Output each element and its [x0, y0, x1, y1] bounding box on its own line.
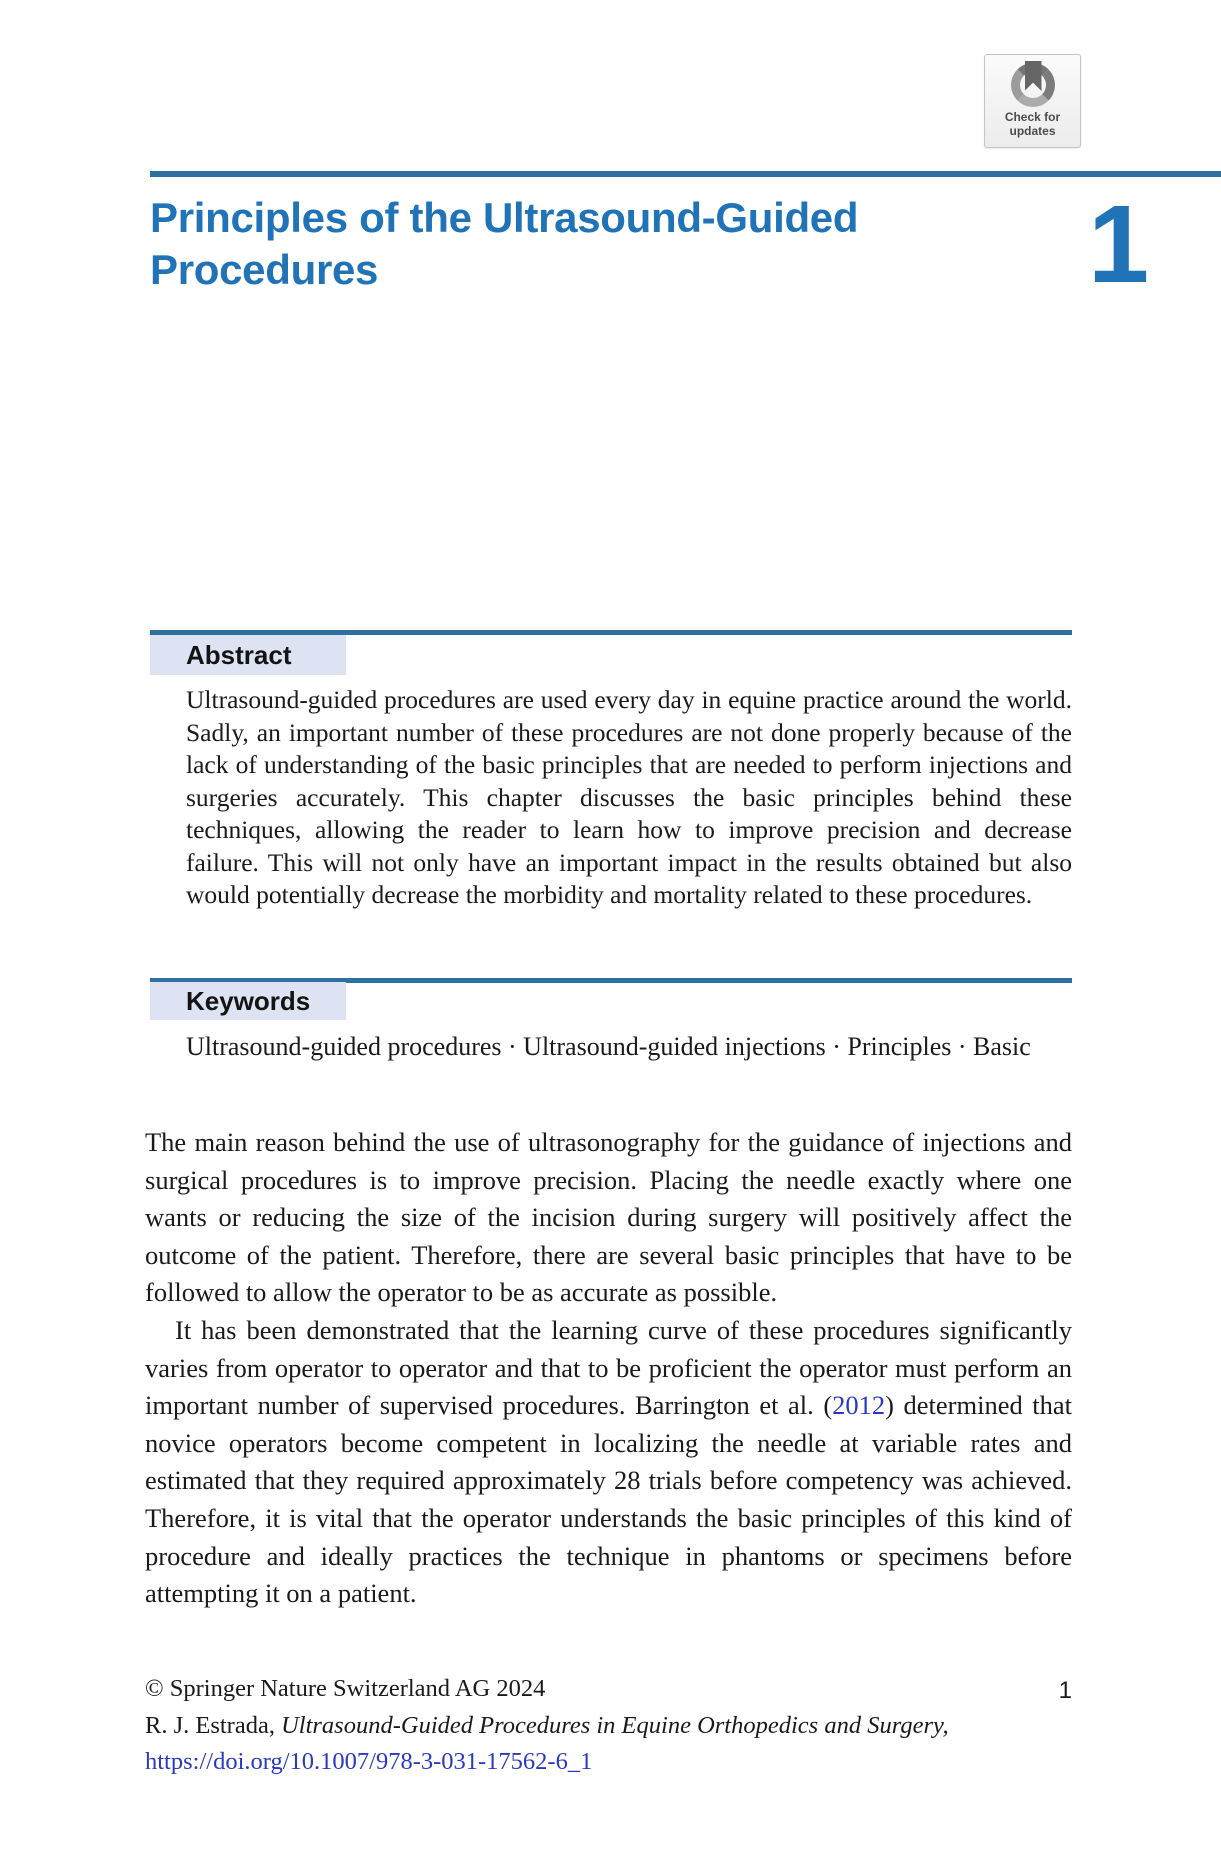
citation-line — [145, 1708, 1072, 1745]
check-for-updates-badge[interactable] — [984, 54, 1081, 148]
body-paragraph-2 — [145, 1312, 1072, 1613]
crossmark-icon — [1009, 61, 1057, 109]
citation-author: R. J. Estrada, — [145, 1711, 282, 1739]
keywords-text: Ultrasound-guided procedures · Ultrasound-guided injections · Principles · Basic — [186, 1032, 1031, 1061]
abstract-text: Ultrasound-guided procedures are used every day in equine practice around the world. Sadly, an important number of these procedures are not done properly because of the lack of understanding of the basic principles that are needed to perform injections and surgeries accurately. This chapter discusses the basic principles behind these techniques, allowing the reader to learn how to improve precision and decrease failure. This will not only have an important impact in the results obtained but also would potentially decrease the morbidity and mortality related to these procedures. — [186, 685, 1072, 909]
chapter-title-line1: Principles of the Ultrasound-Guided — [150, 194, 859, 241]
page-number: 1 — [1058, 1677, 1072, 1704]
keywords-heading: Keywords — [150, 982, 346, 1020]
paragraph-2-text-after-citation: ) determined that novice operators become competent in localizing the needle at variable rates and estimated that they required approximately 28 trials before competency was achieved. Therefore, it is vital that the operator understands the basic principles of this kind of procedure and ideally practices the technique in phantoms or specimens before attempting it on a patient. — [145, 1390, 1073, 1609]
page-footer — [145, 1671, 1072, 1781]
paragraph-2-text-before-citation: It has been demonstrated that the learning curve of these procedures significantly varies from operator to operator and that to be proficient the operator must perform an important number of supervised procedures. Barrington et al. ( — [145, 1314, 1072, 1421]
check-for-updates-label-line1: Check for — [1004, 110, 1061, 124]
abstract-heading: Abstract — [150, 635, 346, 675]
book-title-italic: Ultrasound-Guided Procedures in Equine Orthopedics and Surgery, — [281, 1711, 949, 1739]
body-paragraph-1: The main reason behind the use of ultrasonography for the guidance of injections and surgical procedures is to improve precision. Placing the needle exactly where one wants or reducing the size of the incision during surgery will positively affect the outcome of the patient. Therefore, there are several basic principles that have to be followed to allow the operator to be as accurate as possible. — [145, 1127, 1072, 1308]
title-rule — [150, 171, 1221, 177]
check-for-updates-label-line2: updates — [1009, 123, 1056, 138]
body-text — [145, 1124, 1072, 1613]
doi-link[interactable]: https://doi.org/10.1007/978-3-031-17562-6_1 — [145, 1748, 593, 1775]
chapter-title-line2: Procedures — [150, 246, 379, 293]
copyright-line: © Springer Nature Switzerland AG 2024 — [145, 1675, 546, 1702]
chapter-number: 1 — [1088, 183, 1150, 306]
chapter-title — [150, 192, 1010, 296]
check-for-updates-label — [985, 111, 1080, 138]
citation-link-2012[interactable]: 2012 — [832, 1390, 886, 1421]
